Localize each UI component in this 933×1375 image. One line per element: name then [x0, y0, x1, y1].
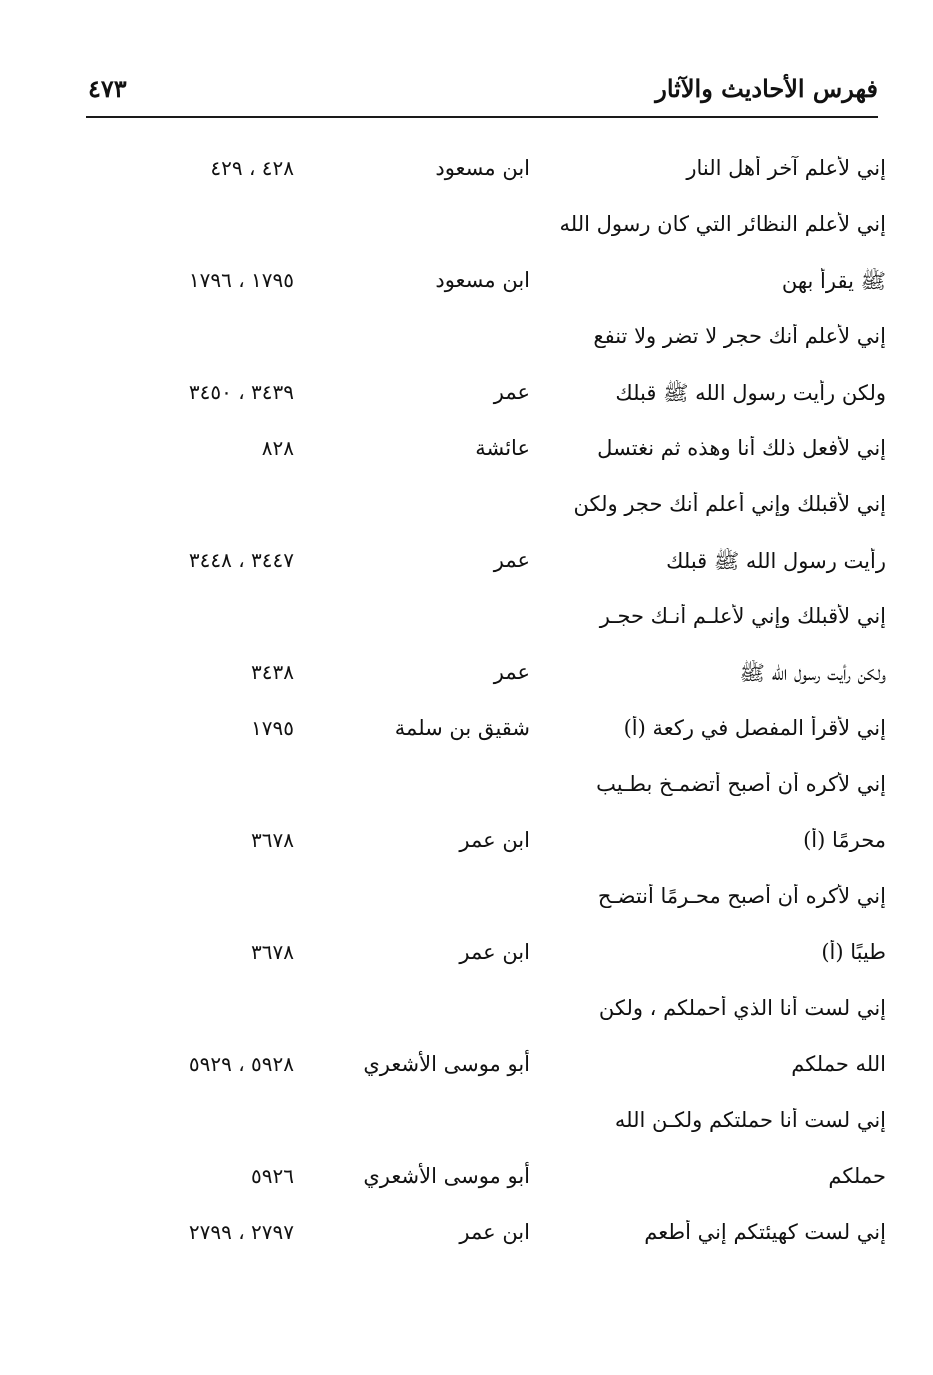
narrator: أبو موسى الأشعري [363, 1164, 530, 1188]
reference-numbers: ٣٤٤٧ ، ٣٤٤٨ [188, 548, 294, 572]
narrator: عائشة [475, 436, 530, 460]
list-item [86, 146, 886, 202]
reference-numbers: ٣٦٧٨ [251, 828, 294, 852]
hadith-text: ولكن رأيت رسول الله ﷺ قبلك [615, 381, 886, 405]
hadith-index-list [86, 146, 886, 1266]
narrator: عمر [493, 548, 530, 572]
list-item [86, 594, 886, 650]
hadith-text: إني لأكره أن أصبح محـرمًا أنتضـح [597, 884, 886, 908]
hadith-text: إني لست كهيئتكم إني أطعم [644, 1220, 886, 1244]
hadith-text: إني لست أنا حملتكم ولكـن الله [614, 1108, 886, 1132]
list-item [86, 538, 886, 594]
hadith-text: إني لأفعل ذلك أنا وهذه ثم نغتسل [597, 436, 886, 460]
page-title: فهرس الأحاديث والآثار [655, 74, 878, 103]
list-item [86, 314, 886, 370]
narrator: شقيق بن سلمة [394, 716, 530, 740]
list-item [86, 706, 886, 762]
hadith-text: إني لست أنا الذي أحملكم ، ولكن [598, 996, 886, 1020]
list-item [86, 370, 886, 426]
narrator: أبو موسى الأشعري [363, 1052, 530, 1076]
list-item [86, 818, 886, 874]
list-item [86, 762, 886, 818]
reference-numbers: ٥٩٢٦ [251, 1164, 294, 1188]
hadith-text: إني لأعلم النظائر التي كان رسول الله [559, 212, 886, 236]
reference-numbers: ١٧٩٥ ، ١٧٩٦ [188, 268, 294, 292]
list-item [86, 1210, 886, 1266]
list-item [86, 202, 886, 258]
reference-numbers: ٤٢٨ ، ٤٢٩ [210, 156, 294, 180]
list-item [86, 1042, 886, 1098]
narrator: عمر [493, 380, 530, 404]
list-item [86, 258, 886, 314]
hadith-text: إني لأقبلك وإني أعلم أنك حجر ولكن [573, 492, 886, 516]
list-item [86, 986, 886, 1042]
list-item [86, 874, 886, 930]
hadith-text: إني لأقرأ المفصل في ركعة (أ) [623, 716, 886, 740]
hadith-text: إني لأعلم آخر أهل النار [686, 156, 886, 180]
narrator: ابن مسعود [435, 268, 530, 292]
reference-numbers: ٣٦٧٨ [251, 940, 294, 964]
narrator: ابن عمر [459, 1220, 530, 1244]
page-number: ٤٧٣ [88, 74, 127, 103]
list-item [86, 650, 886, 706]
hadith-text: طيبًا (أ) [821, 940, 886, 964]
list-item [86, 930, 886, 986]
narrator: ابن عمر [459, 940, 530, 964]
reference-numbers: ٨٢٨ [261, 436, 294, 460]
list-item [86, 482, 886, 538]
reference-numbers: ٣٤٣٩ ، ٣٤٥٠ [188, 380, 294, 404]
page-header [86, 66, 878, 118]
hadith-text: إني لأكره أن أصبح أتضمـخ بطـيب [596, 772, 886, 796]
reference-numbers: ٣٤٣٨ [251, 660, 294, 684]
reference-numbers: ٥٩٢٨ ، ٥٩٢٩ [188, 1052, 294, 1076]
hadith-text: إني لأقبلك وإني لأعلـم أنـك حجـر [599, 604, 886, 628]
list-item [86, 426, 886, 482]
narrator: ابن مسعود [435, 156, 530, 180]
hadith-text: الله حملكم [791, 1052, 886, 1076]
hadith-text: ﷺ يقرأ بهن [781, 269, 886, 293]
hadith-text: ولكن رأيت رسول الله ﷺ [739, 661, 886, 685]
list-item [86, 1154, 886, 1210]
hadith-text: إني لأعلم أنك حجر لا تضر ولا تنفع [593, 324, 886, 348]
reference-numbers: ١٧٩٥ [251, 716, 294, 740]
reference-numbers: ٢٧٩٧ ، ٢٧٩٩ [188, 1220, 294, 1244]
hadith-text: محرمًا (أ) [803, 828, 886, 852]
narrator: عمر [493, 660, 530, 684]
narrator: ابن عمر [459, 828, 530, 852]
list-item [86, 1098, 886, 1154]
hadith-text: حملكم [828, 1164, 886, 1188]
hadith-text: رأيت رسول الله ﷺ قبلك [666, 549, 886, 573]
